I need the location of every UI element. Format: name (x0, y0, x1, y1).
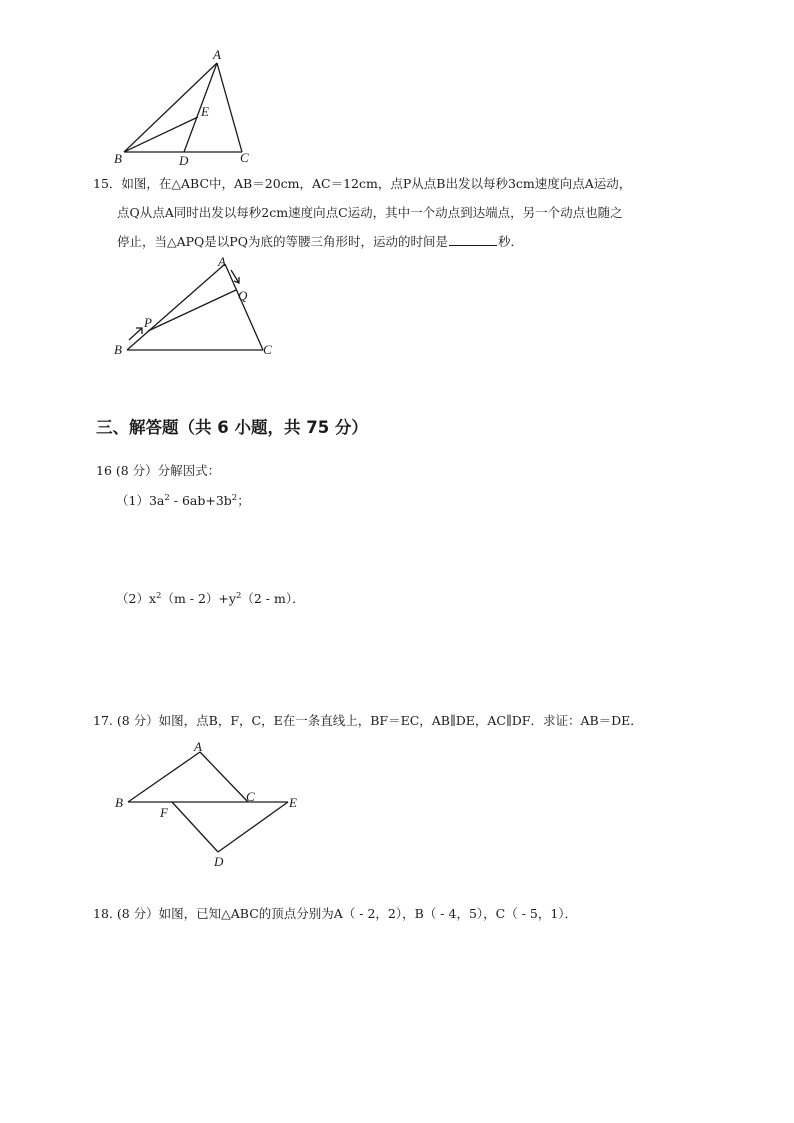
q16-stem: 16 (8 分）分解因式： (96, 463, 221, 478)
q15-figure-svg (105, 250, 285, 360)
q15-answer-blank[interactable] (449, 233, 497, 246)
q17-text: 17. (8 分）如图，点B，F，C，E在一条直线上，BF＝EC，AB∥DE，AC∥DF．求证：AB＝DE． (93, 713, 643, 728)
q16-part-1-exp-2: 2 (231, 492, 238, 503)
label-a: A (213, 47, 221, 62)
figure-q15-triangle-apq (105, 250, 285, 360)
segment-ac (200, 752, 248, 802)
q16-part-2 (116, 591, 305, 607)
label-c: C (246, 789, 255, 804)
label-c: C (263, 342, 272, 357)
q16-part-1-c: ； (237, 493, 250, 508)
q15-line-3 (117, 233, 523, 250)
label-c: C (240, 150, 249, 165)
label-e: E (201, 104, 209, 119)
q16-part-1 (116, 493, 250, 509)
q16-part-1-exp-1: 2 (164, 492, 170, 503)
q15-line-2: 点Q从点A同时出发以每秒2cm速度向点C运动，其中一个动点到达端点，另一个动点也随之 (117, 205, 623, 220)
label-d: D (179, 153, 189, 168)
segment-be (124, 117, 198, 152)
q15-line-3-text: 停止，当△APQ是以PQ为底的等腰三角形时，运动的时间是 (117, 234, 448, 249)
segment-ac (225, 264, 263, 350)
segment-ac (217, 63, 242, 152)
segment-ab (127, 264, 225, 350)
figure-q17-two-triangles (110, 735, 320, 870)
figure-triangle-abc-ade (100, 45, 270, 170)
label-a: A (194, 739, 202, 754)
label-e: E (289, 795, 297, 810)
q15-line-3-end: 秒． (497, 234, 523, 249)
q17-figure-svg (110, 735, 320, 870)
q16-part-2-exp-1: 2 (156, 590, 162, 601)
q16-part-2-c: （2 - m）． (241, 591, 305, 606)
q15-line-1: 15．如图，在△ABC中，AB＝20cm，AC＝12cm，点P从点B出发以每秒3cm速度向点A运动， (93, 176, 632, 191)
segment-fd (172, 802, 218, 852)
q16-part-1-a: （1）3a (116, 493, 165, 508)
label-b: B (114, 151, 122, 166)
segment-pq (148, 290, 236, 331)
segment-ed (218, 802, 288, 852)
label-f: F (160, 805, 168, 820)
label-b: B (115, 795, 123, 810)
label-q: Q (238, 288, 248, 303)
q16-part-1-b: - 6ab+3b (169, 493, 232, 508)
label-p: P (144, 315, 152, 330)
segment-ab (128, 752, 200, 802)
q16-part-2-exp-2: 2 (235, 590, 242, 601)
label-a: A (218, 254, 226, 269)
q18-text: 18. (8 分）如图，已知△ABC的顶点分别为A（ - 2，2），B（ - 4，5），C（ - 5，1）． (93, 906, 578, 921)
triangle-figure-svg (100, 45, 270, 170)
label-b: B (114, 342, 122, 357)
section-title: 三、解答题（共 6 小题，共 75 分） (96, 418, 368, 437)
q16-part-2-a: （2）x (116, 591, 157, 606)
label-d: D (214, 854, 224, 869)
q16-part-2-b: （m - 2）+y (161, 591, 236, 606)
